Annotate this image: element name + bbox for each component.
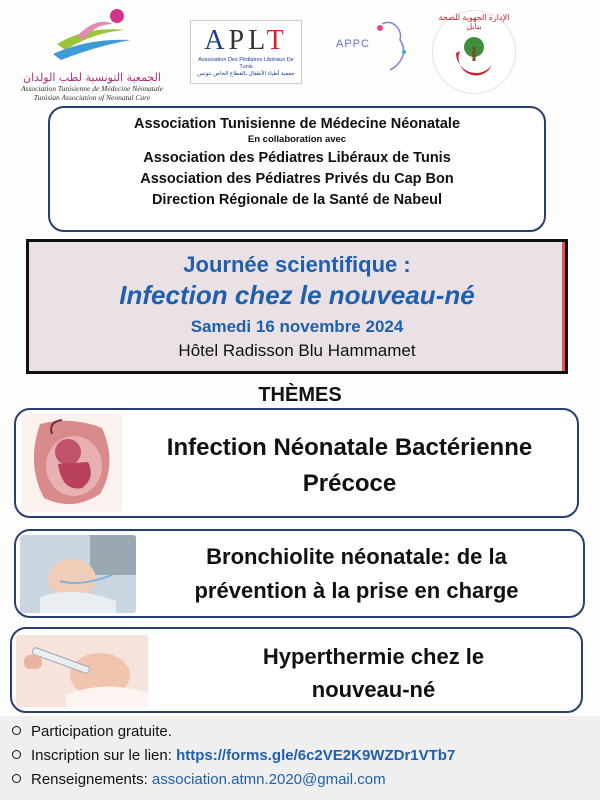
event-box [26, 239, 568, 374]
event-venue: Hôtel Radisson Blu Hammamet [178, 341, 416, 360]
info-section [0, 716, 600, 800]
atmn-logo [12, 4, 172, 108]
main-organizer: Association Tunisienne de Médecine Néonatale [133, 116, 461, 132]
aplt-logo [190, 20, 302, 84]
theme-card-2 [14, 529, 585, 618]
aplt-acronym: APLT [204, 25, 288, 56]
aplt-arabic-name: جمعية أطباء الأطفال بالقطاع الخاص بتونس [197, 71, 295, 77]
drs-arabic-name: الإدارة الجهوية للصحة بنابل [438, 13, 510, 31]
bullet-icon [12, 750, 21, 759]
info-item-contact: Renseignements: association.atmn.2020@gmail.com [12, 768, 600, 792]
theme-card-1 [14, 408, 579, 518]
theme-card-3 [10, 627, 583, 713]
event-subtitle: Infection chez le nouveau-né [119, 280, 475, 310]
partner-1: Association des Pédiatres Libéraux de Tunis [143, 150, 451, 166]
fetus-illustration [22, 414, 122, 512]
partner-2: Association des Pédiatres Privés du Cap Bon [140, 171, 454, 187]
atmn-english-name: Tunisian Association of Neonatal Care [33, 93, 151, 102]
atmn-arabic-name: الجمعية التونسية لطب الولدان [23, 71, 161, 84]
organizers-box [48, 106, 546, 232]
crescent-emblem-icon [446, 25, 502, 81]
themes-heading: THÈMES [258, 384, 342, 406]
atmn-swoosh-icon [47, 6, 137, 64]
appc-logo [332, 18, 422, 74]
collaboration-label: En collaboration avec [247, 134, 347, 145]
bullet-icon [12, 726, 21, 735]
event-date: Samedi 16 novembre 2024 [190, 317, 404, 336]
appc-acronym: APPC [336, 38, 370, 50]
contact-email-link[interactable]: association.atmn.2020@gmail.com [151, 771, 386, 788]
info-item-inscription: Inscription sur le lien: https://forms.gle/6c2VE2K9WZDr1VTb7 [12, 744, 600, 768]
newborn-oxygen-photo [20, 535, 136, 613]
aplt-name: Association Des Pédiatres Libéraux De Tunis [198, 57, 294, 70]
partner-3: Direction Régionale de la Santé de Nabeul [151, 192, 443, 208]
drs-logo [432, 10, 516, 94]
event-title: Journée scientifique : [183, 252, 411, 277]
newborn-thermometer-photo [16, 635, 148, 707]
bullet-icon [12, 774, 21, 783]
info-item-participation: Participation gratuite. [12, 720, 600, 744]
theme-1-title: Infection Néonatale Bactérienne Précoce [166, 434, 533, 497]
theme-3-title: Hyperthermie chez le nouveau-né [262, 644, 485, 702]
atmn-french-name: Association Tunisienne de Médecine Néonatale [20, 84, 164, 93]
theme-2-title: Bronchiolite néonatale: de la prévention à la prise en charge [194, 544, 519, 603]
inscription-link[interactable]: https://forms.gle/6c2VE2K9WZDr1VTb7 [176, 747, 456, 764]
info-list [0, 716, 600, 792]
